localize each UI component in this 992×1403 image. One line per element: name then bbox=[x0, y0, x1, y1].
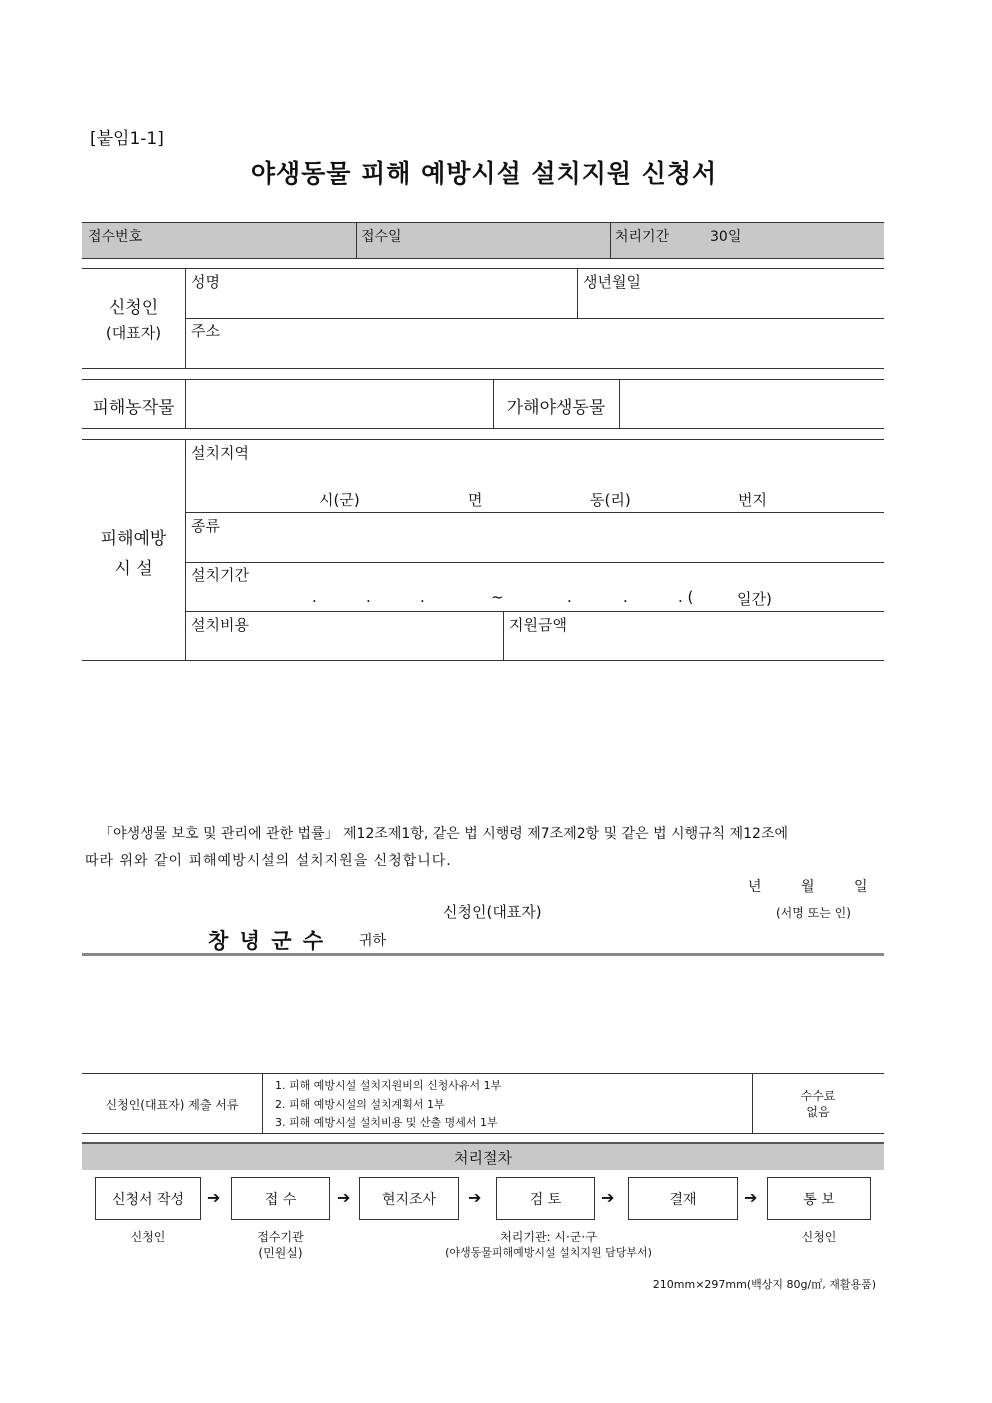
role-intake: 접수기관 bbox=[257, 1230, 304, 1244]
arrow-icon: ➔ bbox=[337, 1188, 351, 1207]
page-title: 야생동물 피해 예방시설 설치지원 신청서 bbox=[250, 159, 718, 188]
name-field-label: 성명 bbox=[191, 273, 220, 291]
sign-or-seal-label: (서명 또는 인) bbox=[776, 906, 851, 920]
applicant-sublabel: (대표자) bbox=[105, 324, 162, 342]
step-field-survey: 현지조사 bbox=[359, 1177, 459, 1220]
step-notify: 통 보 bbox=[767, 1177, 871, 1220]
documents-label: 신청인(대표자) 제출 서류 bbox=[105, 1098, 239, 1112]
arrow-icon: ➔ bbox=[744, 1188, 758, 1207]
addr-myeon-label: 면 bbox=[468, 491, 483, 509]
period-dot: . bbox=[366, 588, 371, 606]
facility-label: 피해예방 bbox=[100, 529, 167, 549]
document-item: 2. 피해 예방시설의 설치계획서 1부 bbox=[275, 1098, 445, 1111]
recipient-honorific: 귀하 bbox=[359, 933, 387, 949]
period-paren: . ( bbox=[678, 588, 694, 606]
facility-sublabel: 시 설 bbox=[114, 559, 153, 579]
applicant-label: 신청인 bbox=[108, 298, 159, 318]
period-dot: . bbox=[567, 588, 572, 606]
damaged-crops-label: 피해농작물 bbox=[92, 398, 175, 418]
arrow-icon: ➔ bbox=[207, 1188, 221, 1207]
step-approval: 결재 bbox=[628, 1177, 738, 1220]
fee-value: 없음 bbox=[806, 1105, 830, 1119]
arrow-icon: ➔ bbox=[468, 1188, 482, 1207]
facility-type-label: 종류 bbox=[191, 517, 220, 535]
attachment-label: [붙임1-1] bbox=[90, 129, 164, 149]
step-intake: 접 수 bbox=[231, 1177, 330, 1220]
period-days: 일간) bbox=[737, 590, 772, 608]
role-processor-sub: (야생동물피해예방시설 설치지원 담당부서) bbox=[445, 1246, 652, 1259]
processing-period-label: 처리기간 bbox=[615, 229, 670, 245]
role-notify: 신청인 bbox=[801, 1230, 837, 1244]
period-dot: . bbox=[312, 588, 317, 606]
procedure-title: 처리절차 bbox=[454, 1149, 512, 1167]
recipient-title: 창 녕 군 수 bbox=[208, 929, 326, 953]
birthdate-field-label: 생년월일 bbox=[583, 273, 641, 291]
period-dot: . bbox=[420, 588, 425, 606]
period-tilde: ~ bbox=[491, 588, 504, 606]
processing-period-value: 30일 bbox=[710, 229, 742, 245]
addr-beonji-label: 번지 bbox=[738, 491, 767, 509]
receipt-date-label: 접수일 bbox=[361, 229, 402, 245]
harmful-animal-label: 가해야생동물 bbox=[506, 398, 606, 418]
role-processor: 처리기관: 시·군·구 bbox=[500, 1230, 597, 1244]
applicant-sign-label: 신청인(대표자) bbox=[443, 903, 542, 921]
document-item: 1. 피해 예방시설 설치지원비의 신청사유서 1부 bbox=[275, 1079, 502, 1092]
date-month-label: 월 bbox=[801, 879, 815, 895]
fee-label: 수수료 bbox=[800, 1089, 836, 1103]
role-intake-sub: (민원실) bbox=[258, 1246, 303, 1260]
date-day-label: 일 bbox=[854, 879, 868, 895]
arrow-icon: ➔ bbox=[601, 1188, 615, 1207]
role-applicant: 신청인 bbox=[130, 1230, 166, 1244]
install-cost-label: 설치비용 bbox=[191, 616, 249, 634]
addr-si-label: 시(군) bbox=[319, 491, 360, 509]
paper-spec: 210mm×297mm(백상지 80g/㎡, 재활용품) bbox=[652, 1278, 876, 1291]
address-field-label: 주소 bbox=[191, 322, 220, 340]
receipt-number-label: 접수번호 bbox=[88, 229, 143, 245]
step-review: 검 토 bbox=[496, 1177, 595, 1220]
document-item: 3. 피해 예방시설 설치비용 및 산출 명세서 1부 bbox=[275, 1116, 498, 1129]
statement-line-2: 따라 위와 같이 피해예방시설의 설치지원을 신청합니다. bbox=[85, 853, 452, 869]
install-area-label: 설치지역 bbox=[191, 444, 249, 462]
support-amount-label: 지원금액 bbox=[509, 616, 567, 634]
addr-dong-label: 동(리) bbox=[590, 491, 631, 509]
statement-divider bbox=[82, 953, 884, 956]
receipt-row bbox=[82, 222, 884, 258]
period-dot: . bbox=[623, 588, 628, 606]
step-application: 신청서 작성 bbox=[95, 1177, 201, 1220]
statement-line-1: 「야생생물 보호 및 관리에 관한 법률」 제12조제1항, 같은 법 시행령 제7조제2항 및 같은 법 시행규칙 제12조에 bbox=[99, 826, 788, 842]
date-year-label: 년 bbox=[748, 879, 762, 895]
install-period-label: 설치기간 bbox=[191, 566, 249, 584]
